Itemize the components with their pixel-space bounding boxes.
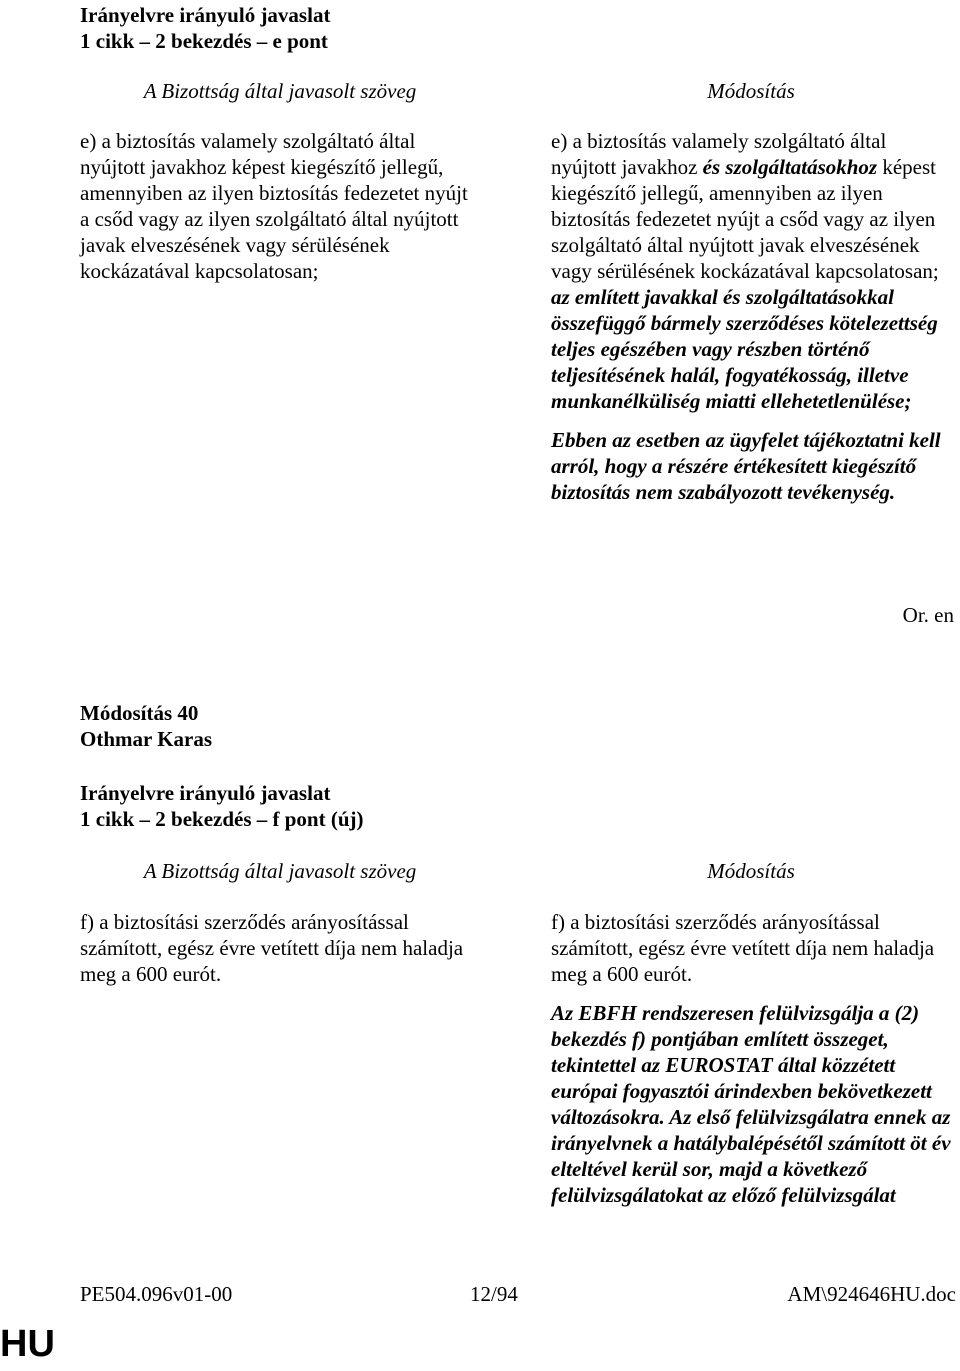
section2-heading-line2: 1 cikk – 2 bekezdés – f pont (új) xyxy=(80,807,364,831)
plain-text: e) a biztosítás valamely szolgáltató által nyújtott javakhoz xyxy=(551,129,887,179)
section1-right-text xyxy=(551,128,951,505)
inserted-text: és szolgáltatásokhoz xyxy=(702,155,878,179)
section1-left-column-header: A Bizottság által javasolt szöveg xyxy=(143,79,417,103)
section1-heading-line1: Irányelvre irányuló javaslat xyxy=(80,3,331,27)
footer-language-code: HU xyxy=(0,1323,55,1365)
section2-left-text xyxy=(80,909,480,987)
footer-document-reference: PE504.096v01-00 xyxy=(80,1282,233,1306)
section2-right-text xyxy=(551,909,951,1208)
footer-file-name: AM\924646HU.doc xyxy=(787,1282,956,1306)
section1-heading xyxy=(80,2,330,54)
section2-left-column-header: A Bizottság által javasolt szöveg xyxy=(143,859,417,883)
footer-page-number: 12/94 xyxy=(470,1282,518,1306)
section1-right-column-header: Módosítás xyxy=(707,79,795,103)
section2-right-column-header: Módosítás xyxy=(707,859,795,883)
inserted-text: az említett javakkal és szolgáltatásokkal összefüggő bármely szerződéses kötelezettség teljes egészében vagy részben történő teljesítésének halál, fogyatékosság, illetve munkanélküliség miatti ellehetetlenülése; xyxy=(551,285,938,413)
amendment-number: Módosítás 40 xyxy=(80,701,199,725)
amendment-author: Othmar Karas xyxy=(80,727,213,751)
section2-right-paragraph-2: Az EBFH rendszeresen felülvizsgálja a (2) bekezdés f) pontjában említett összeget, tekintettel az EUROSTAT által közzétett európai fogyasztói árindexben bekövetkezett változásokra. Az első felülvizsgálatra ennek az irányelvnek a hatálybalépésétől számított öt év elteltével kerül sor, majd a következő felülvizsgálatokat az előző felülvizsgálat xyxy=(551,1001,951,1207)
amendment-header xyxy=(80,700,212,752)
section1-left-paragraph: e) a biztosítás valamely szolgáltató által nyújtott javakhoz képest kiegészítő jellegű, amennyiben az ilyen biztosítás fedezetet nyújt a csőd vagy az ilyen szolgáltató által nyújtott javak elveszésének vagy sérülésének kockázatával kapcsolatosan; xyxy=(80,129,468,283)
section1-left-text xyxy=(80,128,480,284)
section1-right-paragraph-2: Ebben az esetben az ügyfelet tájékoztatni kell arról, hogy a részére értékesített kiegészítő biztosítás nem szabályozott tevékenység. xyxy=(551,428,941,504)
original-language-note: Or. en xyxy=(902,603,954,627)
section2-heading-line1: Irányelvre irányuló javaslat xyxy=(80,781,331,805)
section1-heading-line2: 1 cikk – 2 bekezdés – e pont xyxy=(80,29,328,53)
section2-heading xyxy=(80,780,364,832)
plain-text: képest kiegészítő jellegű, amennyiben az ilyen biztosítás fedezetet nyújt a csőd vagy az ilyen szolgáltató által nyújtott javak elveszésének vagy sérülésének kockázatával kapcsolatosan; xyxy=(551,155,939,283)
section1-right-paragraph-1 xyxy=(551,128,951,414)
section2-left-paragraph: f) a biztosítási szerződés arányosítással számított, egész évre vetített díja nem haladja meg a 600 eurót. xyxy=(80,910,464,986)
section2-right-paragraph-1: f) a biztosítási szerződés arányosítással számított, egész évre vetített díja nem haladja meg a 600 eurót. xyxy=(551,910,935,986)
